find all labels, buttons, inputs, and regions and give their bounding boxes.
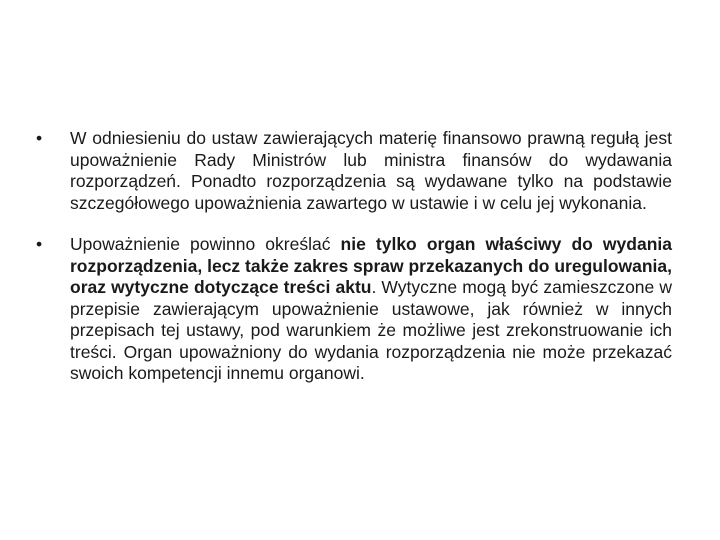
bullet-text-2-lead: Upoważnienie powinno określać bbox=[70, 234, 341, 254]
bullet-icon: • bbox=[36, 234, 43, 254]
bullet-item-2 bbox=[36, 234, 672, 385]
bullet-icon: • bbox=[36, 128, 43, 148]
bullet-text-2-rest: . Wytyczne mogą być zamieszczone w przepisie zawierającym upoważnienie ustawowe, jak również w innych przepisach tej ustawy, pod warunkiem że możliwe jest zrekonstruowanie ich treści. Organ upoważniony do wydania rozporządzenia nie może przekazać swoich kompetencji innemu organowi. bbox=[70, 277, 673, 383]
bullet-text-2-emphasis: nie tylko organ właściwy do wydania rozporządzenia, lecz także zakres spraw przekazanych do uregulowania, oraz wytyczne dotyczące treści aktu bbox=[70, 234, 673, 297]
bullet-text-2 bbox=[70, 234, 672, 385]
slide-content bbox=[36, 128, 672, 405]
bullet-text-1: W odniesieniu do ustaw zawierających materię finansowo prawną regułą jest upoważnienie Rady Ministrów lub ministra finansów do wydawania rozporządzeń. Ponadto rozporządzenia są wydawane tylko na podstawie szczegółowego upoważnienia zawartego w ustawie i w celu jej wykonania. bbox=[70, 128, 672, 213]
bullet-item-1 bbox=[36, 128, 672, 214]
